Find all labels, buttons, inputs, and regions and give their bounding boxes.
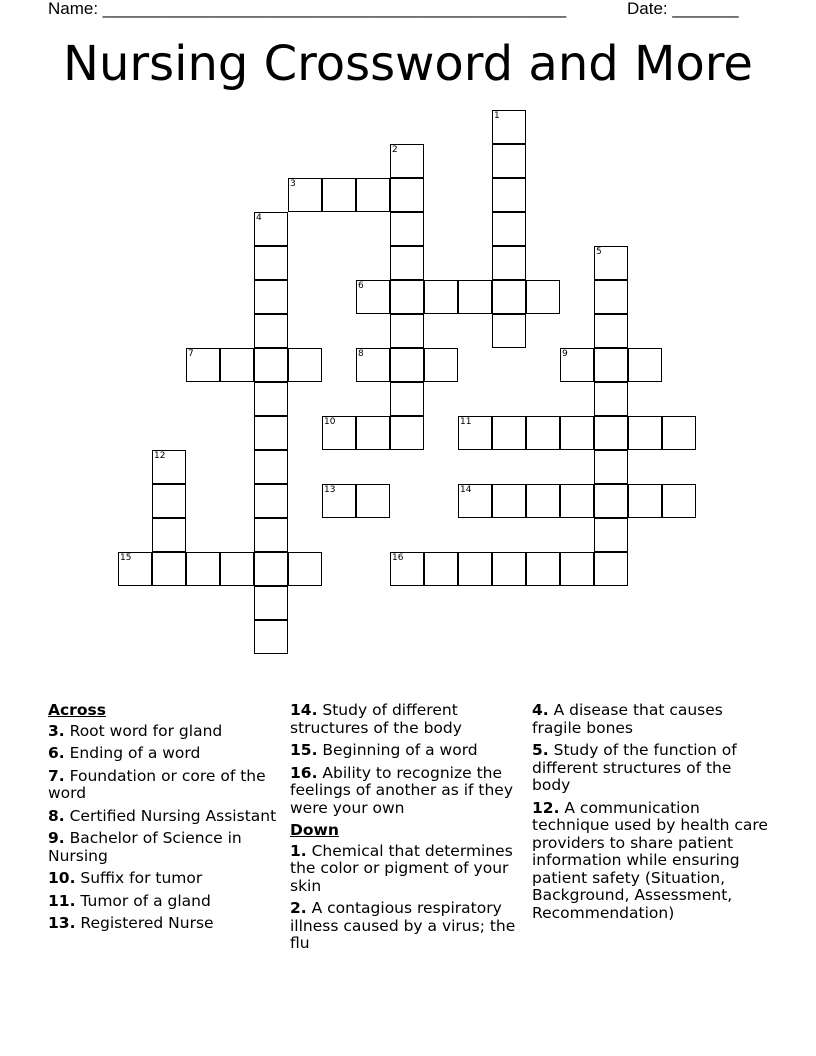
cell-number: 2 [392, 145, 398, 155]
clues-column-2 [290, 702, 526, 958]
crossword-cell[interactable] [152, 518, 186, 552]
clue-item [48, 768, 283, 803]
crossword-cell[interactable] [254, 620, 288, 654]
crossword-cell[interactable] [322, 484, 356, 518]
crossword-cell[interactable] [458, 280, 492, 314]
crossword-cell[interactable] [254, 382, 288, 416]
crossword-cell[interactable] [458, 416, 492, 450]
crossword-cell[interactable] [560, 416, 594, 450]
crossword-cell[interactable] [594, 348, 628, 382]
crossword-cell[interactable] [594, 280, 628, 314]
crossword-cell[interactable] [390, 212, 424, 246]
crossword-cell[interactable] [356, 280, 390, 314]
down-heading: Down [290, 821, 339, 839]
clue-item [48, 745, 283, 763]
clue-number: 5. [532, 741, 549, 759]
clue-text: Ending of a word [64, 744, 201, 762]
clue-number: 16. [290, 763, 318, 782]
clue-item [290, 702, 526, 737]
crossword-cell[interactable] [220, 552, 254, 586]
clue-item [290, 900, 526, 953]
clue-text: Suffix for tumor [75, 869, 203, 887]
crossword-cell[interactable] [560, 484, 594, 518]
clue-number: 14. [290, 701, 318, 719]
cell-number: 3 [290, 179, 296, 189]
crossword-cell[interactable] [220, 348, 254, 382]
cell-number: 8 [358, 349, 364, 359]
crossword-cell[interactable] [390, 280, 424, 314]
crossword-cell[interactable] [390, 246, 424, 280]
crossword-cell[interactable] [594, 552, 628, 586]
crossword-cell[interactable] [254, 552, 288, 586]
crossword-cell[interactable] [254, 484, 288, 518]
crossword-cell[interactable] [492, 484, 526, 518]
crossword-cell[interactable] [560, 552, 594, 586]
page-title: Nursing Crossword and More [63, 36, 753, 92]
down-clue-list [290, 843, 526, 953]
crossword-cell[interactable] [254, 348, 288, 382]
cell-number: 16 [392, 553, 404, 563]
crossword-cell[interactable] [628, 348, 662, 382]
crossword-cell[interactable] [152, 552, 186, 586]
crossword-cell[interactable] [288, 178, 322, 212]
crossword-cell[interactable] [424, 552, 458, 586]
clue-text: Ability to recognize the feelings of another as if they were your own [290, 763, 514, 817]
clue-item [48, 808, 283, 826]
crossword-cell[interactable] [356, 178, 390, 212]
clue-item [48, 870, 283, 888]
crossword-cell[interactable] [424, 280, 458, 314]
crossword-cell[interactable] [254, 450, 288, 484]
crossword-cell[interactable] [152, 450, 186, 484]
clue-text: Certified Nursing Assistant [64, 806, 277, 825]
crossword-cell[interactable] [526, 552, 560, 586]
crossword-cell[interactable] [424, 348, 458, 382]
clue-item [532, 742, 768, 795]
crossword-cell[interactable] [186, 552, 220, 586]
crossword-cell[interactable] [492, 280, 526, 314]
clue-number: 13. [48, 914, 76, 932]
clue-text: Tumor of a gland [75, 891, 211, 910]
crossword-cell[interactable] [322, 178, 356, 212]
crossword-cell[interactable] [390, 552, 424, 586]
crossword-cell[interactable] [254, 246, 288, 280]
across-clue-list-cont [290, 702, 526, 817]
cell-number: 14 [460, 485, 472, 495]
crossword-cell[interactable] [594, 518, 628, 552]
cell-number: 4 [256, 213, 262, 223]
cell-number: 12 [154, 451, 166, 461]
clue-item [48, 893, 283, 911]
clues-column-3 [532, 702, 768, 927]
crossword-cell[interactable] [594, 416, 628, 450]
clue-text: Study of different structures of the body [290, 701, 462, 737]
crossword-cell[interactable] [526, 484, 560, 518]
clue-number: 12. [532, 798, 560, 817]
cell-number: 13 [324, 485, 336, 495]
crossword-cell[interactable] [594, 450, 628, 484]
clue-text: Registered Nurse [75, 914, 214, 932]
crossword-cell[interactable] [526, 280, 560, 314]
name-field[interactable]: Name: _________________________________________________ [48, 0, 567, 18]
clue-item [48, 915, 283, 933]
crossword-cell[interactable] [254, 212, 288, 246]
crossword-cell[interactable] [186, 348, 220, 382]
clue-text: A disease that causes fragile bones [532, 701, 723, 737]
crossword-cell[interactable] [662, 416, 696, 450]
crossword-cell[interactable] [492, 110, 526, 144]
crossword-cell[interactable] [390, 178, 424, 212]
clue-text: A communication technique used by health care providers to share patient information while ensuring patient safety (Situation, Background, Assessment, Recommendation) [532, 798, 768, 922]
clue-text: A contagious respiratory illness caused by a virus; the flu [290, 899, 516, 952]
clue-item [532, 702, 768, 737]
clue-item [290, 843, 526, 896]
crossword-cell[interactable] [322, 416, 356, 450]
crossword-cell[interactable] [390, 382, 424, 416]
clue-text: Study of the function of different structures of the body [532, 741, 737, 794]
crossword-cell[interactable] [492, 314, 526, 348]
crossword-cell[interactable] [594, 314, 628, 348]
date-field[interactable]: Date: _______ [627, 0, 739, 18]
crossword-cell[interactable] [152, 484, 186, 518]
cell-number: 9 [562, 349, 568, 359]
clue-number: 2. [290, 899, 307, 917]
clue-number: 10. [48, 869, 76, 887]
cell-number: 11 [460, 417, 472, 427]
clue-number: 8. [48, 806, 65, 825]
clue-number: 7. [48, 766, 65, 785]
crossword-cell[interactable] [390, 144, 424, 178]
across-clue-list [48, 723, 283, 933]
cell-number: 1 [494, 111, 500, 121]
crossword-cell[interactable] [526, 416, 560, 450]
clue-number: 1. [290, 841, 307, 860]
cell-number: 15 [120, 553, 132, 563]
crossword-cell[interactable] [492, 416, 526, 450]
crossword-cell[interactable] [492, 552, 526, 586]
across-heading: Across [48, 701, 106, 719]
clue-number: 3. [48, 721, 65, 740]
clue-text: Beginning of a word [317, 741, 478, 759]
crossword-cell[interactable] [458, 552, 492, 586]
crossword-cell[interactable] [492, 144, 526, 178]
cell-number: 6 [358, 281, 364, 291]
crossword-cell[interactable] [118, 552, 152, 586]
crossword-cell[interactable] [492, 178, 526, 212]
crossword-cell[interactable] [458, 484, 492, 518]
crossword-cell[interactable] [628, 484, 662, 518]
crossword-cell[interactable] [356, 484, 390, 518]
crossword-cell[interactable] [594, 484, 628, 518]
crossword-cell[interactable] [356, 416, 390, 450]
crossword-cell[interactable] [594, 382, 628, 416]
clue-item [48, 830, 283, 865]
crossword-cell[interactable] [628, 416, 662, 450]
clue-item [290, 765, 526, 818]
clues-column-1 [48, 702, 283, 938]
clue-text: Root word for gland [64, 721, 223, 740]
crossword-cell[interactable] [254, 416, 288, 450]
clue-number: 6. [48, 744, 65, 762]
crossword-cell[interactable] [254, 280, 288, 314]
crossword-cell[interactable] [288, 552, 322, 586]
cell-number: 5 [596, 247, 602, 257]
cell-number: 10 [324, 417, 336, 427]
crossword-cell[interactable] [492, 246, 526, 280]
crossword-cell[interactable] [390, 348, 424, 382]
crossword-cell[interactable] [492, 212, 526, 246]
clue-item [290, 742, 526, 760]
crossword-cell[interactable] [254, 586, 288, 620]
clue-number: 9. [48, 829, 65, 847]
clue-text: Chemical that determines the color or pigment of your skin [290, 841, 513, 895]
crossword-cell[interactable] [254, 518, 288, 552]
clue-item [48, 723, 283, 741]
clue-text: Foundation or core of the word [48, 766, 266, 802]
crossword-cell[interactable] [390, 416, 424, 450]
crossword-cell[interactable] [356, 348, 390, 382]
crossword-cell[interactable] [560, 348, 594, 382]
clue-number: 11. [48, 891, 76, 910]
crossword-cell[interactable] [594, 246, 628, 280]
clue-number: 4. [532, 701, 549, 719]
crossword-cell[interactable] [288, 348, 322, 382]
crossword-cell[interactable] [254, 314, 288, 348]
crossword-cell[interactable] [662, 484, 696, 518]
clue-number: 15. [290, 741, 318, 759]
down-clue-list-cont [532, 702, 768, 922]
cell-number: 7 [188, 349, 194, 359]
crossword-cell[interactable] [390, 314, 424, 348]
clue-item [532, 800, 768, 923]
clue-text: Bachelor of Science in Nursing [48, 829, 242, 865]
